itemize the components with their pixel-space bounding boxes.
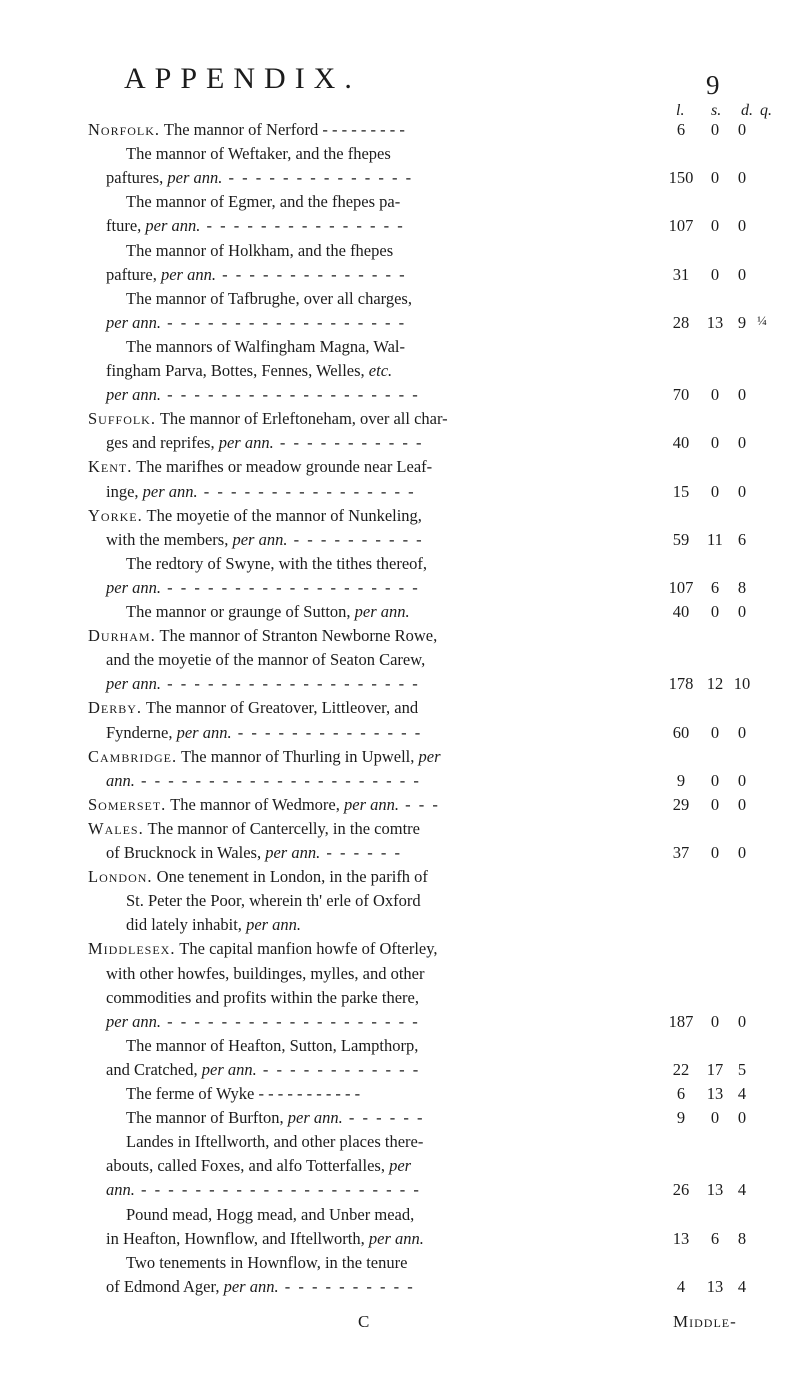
italic-term: per ann.	[106, 674, 161, 694]
shillings-value: 0	[710, 264, 720, 284]
shillings-value: 13	[706, 1276, 724, 1296]
ledger-line	[0, 819, 800, 841]
entry-text	[126, 1108, 424, 1128]
leader-dashes: - - - - - - - - - - - - - -	[215, 264, 407, 284]
entry-text	[106, 1012, 420, 1032]
pence-value: 0	[737, 794, 747, 814]
ledger-line	[0, 1205, 800, 1227]
pounds-value: 150	[668, 168, 694, 188]
ledger-line	[0, 120, 800, 142]
shillings-value: 6	[710, 577, 720, 597]
pence-value: 0	[737, 1108, 747, 1128]
pounds-value: 60	[672, 722, 690, 742]
entry-text	[88, 867, 428, 887]
italic-term: per ann.	[287, 1108, 343, 1128]
ledger-line	[0, 1084, 800, 1106]
ledger-line	[0, 891, 800, 913]
italic-term: per ann.	[246, 915, 302, 935]
ledger-line	[0, 674, 800, 696]
entry-description: abouts, called Foxes, and alfo Totterfalles,	[106, 1156, 390, 1176]
entry-description: The mannor of Nerford - - - - - - - - -	[163, 120, 405, 139]
shillings-value: 0	[710, 770, 720, 790]
entry-description: with other howfes, buildinges, mylles, and other	[106, 963, 425, 983]
entry-text	[106, 723, 422, 743]
entry-description: did lately inhabit,	[126, 915, 247, 935]
pounds-value: 28	[672, 312, 690, 332]
county-name: Cambridge.	[88, 746, 178, 766]
county-name: Middlesex.	[88, 939, 176, 959]
entry-description: inge,	[106, 481, 143, 501]
pounds-value: 187	[668, 1011, 694, 1031]
ledger-line	[0, 1036, 800, 1058]
pounds-value: 40	[672, 602, 690, 621]
entry-description: The mannor of Thurling in Upwell,	[180, 746, 419, 766]
italic-term: per ann.	[145, 216, 201, 236]
leader-dashes: - - - - - -	[320, 843, 402, 862]
pounds-value: 29	[672, 794, 690, 814]
entry-text	[88, 120, 405, 140]
page-number: 9	[706, 70, 720, 100]
entry-text	[106, 964, 425, 984]
entry-description: The mannor or graunge of Sutton,	[126, 602, 355, 621]
italic-term: per	[418, 746, 441, 766]
entry-text	[88, 506, 422, 526]
pounds-value: 107	[668, 577, 694, 597]
entry-description: of Edmond Ager,	[106, 1276, 224, 1296]
entry-text	[88, 795, 440, 815]
pence-value: 0	[737, 216, 747, 236]
pence-heading: d.	[741, 102, 753, 119]
pence-value: 4	[737, 1276, 747, 1296]
pounds-value: 70	[672, 385, 690, 405]
shillings-value: 6	[710, 1228, 720, 1248]
leader-dashes: - - - - - - - - - - - - - - - - - - - - -	[134, 770, 421, 790]
ledger-line	[0, 578, 800, 600]
entry-text	[106, 361, 392, 381]
entry-text	[88, 939, 438, 959]
italic-term: per ann.	[201, 1059, 257, 1079]
county-name: Norfolk.	[88, 120, 161, 139]
ledger-line	[0, 506, 800, 528]
entry-description: The redtory of Swyne, with the tithes thereof,	[126, 553, 428, 573]
entry-description: The marifhes or meadow grounde near Leaf-	[136, 457, 433, 477]
ledger-line	[0, 964, 800, 986]
ledger-line	[0, 409, 800, 431]
shillings-value: 0	[710, 1108, 720, 1128]
shillings-value: 12	[706, 674, 724, 694]
ledger-line	[0, 554, 800, 576]
entry-description: The mannor of Cantercelly, in the comtre	[147, 818, 420, 838]
entry-text	[106, 1229, 424, 1249]
pence-value: 0	[737, 385, 747, 405]
entry-description: The mannor of Burfton,	[126, 1108, 288, 1128]
leader-dashes: - - - - - - - - - - - - - - - - - - -	[161, 577, 420, 597]
entry-description: and Cratched,	[106, 1059, 202, 1079]
entry-text	[88, 626, 437, 646]
county-name: Kent.	[88, 457, 133, 477]
entry-description: in Heafton, Hownflow, and Iftellworth,	[106, 1228, 369, 1248]
entry-text	[126, 241, 393, 261]
italic-term: per ann.	[142, 481, 198, 501]
italic-term: per ann.	[160, 264, 216, 284]
shillings-value: 0	[710, 120, 720, 139]
shillings-heading: s.	[711, 102, 722, 119]
shillings-value: 0	[710, 602, 720, 621]
entry-text	[106, 313, 406, 333]
entry-text	[126, 337, 405, 357]
entry-description: of Brucknock in Wales,	[106, 843, 266, 862]
entry-text	[106, 578, 420, 598]
ledger-line	[0, 433, 800, 455]
shillings-value: 0	[710, 843, 720, 862]
italic-term: ann.	[106, 1180, 135, 1200]
italic-term: per ann.	[344, 794, 399, 814]
shillings-value: 0	[710, 481, 720, 501]
entry-text	[126, 1036, 418, 1056]
entry-description: The ferme of Wyke - - - - - - - - - - -	[126, 1084, 361, 1103]
ledger-line	[0, 1229, 800, 1251]
pence-value: 8	[737, 577, 747, 597]
entry-description: pafture,	[106, 264, 161, 284]
ledger-line	[0, 457, 800, 479]
italic-term: per ann.	[106, 385, 161, 405]
ledger-line	[0, 192, 800, 214]
county-name: Derby.	[88, 698, 143, 718]
pence-value: 0	[737, 1011, 747, 1031]
entry-text	[106, 216, 405, 236]
leader-dashes: - - - - - - - - - - - - - - - - - - -	[161, 1011, 420, 1031]
shillings-value: 13	[706, 1180, 724, 1200]
entry-description: The mannor of Greatover, Littleover, and	[145, 698, 419, 718]
leader-dashes: - - - - - - - - - - - - - - - - - - -	[161, 674, 420, 694]
ledger-line	[0, 1180, 800, 1202]
shillings-value: 0	[710, 168, 720, 188]
entry-text	[88, 457, 432, 477]
shillings-value: 13	[706, 1084, 724, 1103]
ledger-line	[0, 602, 800, 624]
entry-text	[88, 409, 448, 429]
pounds-value: 37	[672, 843, 690, 862]
entry-description: Landes in Iftellworth, and other places there-	[126, 1132, 424, 1152]
entry-description: paftures,	[106, 168, 168, 188]
shillings-value: 0	[710, 1011, 720, 1031]
ledger-line	[0, 723, 800, 745]
entry-text	[88, 819, 420, 839]
county-name: London.	[88, 867, 153, 887]
pence-value: 0	[737, 168, 747, 188]
ledger-line	[0, 241, 800, 263]
entry-description: The capital manfion howfe of Ofterley,	[179, 939, 438, 959]
entry-description: The mannor of Stranton Newborne Rowe,	[159, 626, 438, 646]
ledger-line	[0, 482, 800, 504]
italic-term: per ann.	[232, 529, 288, 549]
entry-description: Two tenements in Hownflow, in the tenure	[126, 1252, 408, 1272]
ledger-line	[0, 530, 800, 552]
entry-text	[126, 915, 301, 935]
ledger-line	[0, 795, 800, 817]
pence-value: 0	[737, 722, 747, 742]
pence-value: 0	[737, 843, 747, 862]
entry-text	[126, 192, 400, 212]
italic-term: per ann.	[106, 577, 161, 597]
farthings-heading: q.	[760, 102, 772, 119]
pence-value: 0	[737, 770, 747, 790]
ledger-line	[0, 747, 800, 769]
entry-description: The mannor of Wedmore,	[170, 794, 344, 814]
italic-term: per ann.	[265, 843, 321, 862]
leader-dashes: - - - - - -	[342, 1108, 425, 1128]
pounds-value: 4	[676, 1276, 686, 1296]
leader-dashes: - - - - - - - - - -	[278, 1276, 415, 1296]
leader-dashes: - - -	[399, 794, 440, 814]
ledger-line	[0, 988, 800, 1010]
entry-text	[126, 602, 410, 622]
entry-description: The mannor of Egmer, and the fhepes pa-	[126, 192, 401, 212]
entry-text	[126, 554, 427, 574]
leader-dashes: - - - - - - - - - - - - - - -	[200, 216, 405, 236]
shillings-value: 0	[710, 794, 720, 814]
entry-text	[106, 771, 421, 791]
ledger-line	[0, 1253, 800, 1275]
entry-description: St. Peter the Poor, wherein th' erle of Oxford	[126, 891, 421, 911]
shillings-value: 11	[707, 529, 723, 549]
pence-value: 0	[737, 264, 747, 284]
italic-term: ann.	[106, 770, 135, 790]
signature-mark: C	[358, 1312, 370, 1331]
pounds-value: 9	[676, 1108, 686, 1128]
pence-value: 0	[737, 120, 747, 139]
pence-value: 5	[737, 1059, 747, 1079]
county-name: Durham.	[88, 626, 156, 646]
ledger-line	[0, 337, 800, 359]
italic-term: per ann.	[223, 1276, 279, 1296]
ledger-line	[0, 313, 800, 335]
ledger-line	[0, 1156, 800, 1178]
ledger-line	[0, 216, 800, 238]
ledger-line	[0, 1277, 800, 1299]
county-name: Somerset.	[88, 794, 167, 814]
pounds-value: 26	[672, 1180, 690, 1200]
pounds-value: 6	[676, 120, 686, 139]
page-header	[0, 62, 800, 102]
entry-text	[126, 891, 421, 911]
pence-value: 8	[737, 1228, 747, 1248]
ledger-line	[0, 939, 800, 961]
entry-description: fingham Parva, Bottes, Fennes, Welles,	[106, 361, 369, 380]
ledger-line	[0, 265, 800, 287]
pounds-value: 107	[668, 216, 694, 236]
pounds-value: 6	[676, 1084, 686, 1103]
entry-description: The mannor of Heafton, Sutton, Lampthorp,	[126, 1035, 419, 1055]
entry-text	[126, 1253, 407, 1273]
entry-text	[88, 698, 418, 718]
italic-term: per ann.	[106, 1011, 161, 1031]
italic-term: per	[389, 1156, 412, 1176]
entry-text	[106, 385, 420, 405]
leader-dashes: - - - - - - - - - - - -	[256, 1059, 421, 1079]
shillings-value: 13	[706, 312, 724, 332]
italic-term: per ann.	[368, 1228, 424, 1248]
shillings-value: 0	[710, 385, 720, 405]
entry-description: The mannors of Walfingham Magna, Wal-	[126, 336, 405, 356]
ledger-line	[0, 867, 800, 889]
entry-text	[88, 747, 441, 767]
pounds-value: 59	[672, 529, 690, 549]
entry-text	[106, 988, 419, 1008]
leader-dashes: - - - - - - - - - - -	[273, 433, 424, 453]
ledger-line	[0, 771, 800, 793]
italic-term: per ann.	[218, 433, 274, 453]
ledger-line	[0, 289, 800, 311]
entry-text	[106, 530, 424, 550]
county-name: Suffolk.	[88, 409, 156, 429]
pence-value: 6	[737, 529, 747, 549]
ledger-line	[0, 1108, 800, 1130]
pence-value: 0	[737, 602, 747, 621]
entry-description: Fynderne,	[106, 722, 177, 742]
ledger-line	[0, 915, 800, 937]
ledger-line	[0, 1012, 800, 1034]
entry-description: The mannor of Holkham, and the fhepes	[126, 240, 394, 260]
entry-description: ges and reprifes,	[106, 433, 219, 453]
entry-text	[106, 1156, 411, 1176]
pounds-value: 13	[672, 1228, 690, 1248]
entry-description: fture,	[106, 216, 146, 236]
ledger-line	[0, 361, 800, 383]
entry-description: One tenement in London, in the parifh of	[156, 867, 428, 887]
ledger-line	[0, 650, 800, 672]
italic-term: per ann.	[106, 312, 161, 332]
ledger-line	[0, 1060, 800, 1082]
entry-text	[106, 674, 420, 694]
entry-description: with the members,	[106, 529, 233, 549]
leader-dashes: - - - - - - - - - - - - - -	[231, 722, 423, 742]
leader-dashes: - - - - - - - - - -	[287, 529, 424, 549]
ledger-line	[0, 843, 800, 865]
shillings-value: 0	[710, 433, 720, 453]
pounds-value: 31	[672, 264, 690, 284]
ledger-line	[0, 626, 800, 648]
pounds-value: 178	[668, 674, 694, 694]
pounds-value: 9	[676, 770, 686, 790]
entry-description: The moyetie of the mannor of Nunkeling,	[146, 505, 422, 525]
entry-text	[106, 650, 425, 670]
ledger-line	[0, 1132, 800, 1154]
ledger-line	[0, 698, 800, 720]
pence-value: 9	[737, 312, 747, 332]
entry-text	[126, 289, 412, 309]
entry-description: Pound mead, Hogg mead, and Unber mead,	[126, 1204, 415, 1224]
entry-description: commodities and profits within the parke there,	[106, 987, 419, 1007]
entry-text	[106, 265, 407, 285]
ledger-line	[0, 168, 800, 190]
ledger-line	[0, 385, 800, 407]
pence-value: 0	[737, 433, 747, 453]
entry-text	[106, 168, 413, 188]
pounds-heading: l.	[676, 102, 685, 119]
entry-description: and the moyetie of the mannor of Seaton Carew,	[106, 650, 426, 670]
italic-term: per ann.	[176, 722, 232, 742]
entry-description: The mannor of Tafbrughe, over all charges,	[126, 288, 412, 308]
pence-value: 4	[737, 1084, 747, 1103]
leader-dashes: - - - - - - - - - - - - - - - - - - -	[161, 385, 420, 405]
pence-value: 0	[737, 481, 747, 501]
entry-text	[106, 433, 424, 453]
running-title: APPENDIX.	[124, 62, 361, 95]
entry-text	[106, 1180, 421, 1200]
shillings-value: 0	[710, 216, 720, 236]
entry-text	[126, 1132, 423, 1152]
italic-term: etc.	[368, 361, 393, 380]
italic-term: per ann.	[354, 602, 410, 621]
entry-text	[126, 144, 391, 164]
pounds-value: 15	[672, 481, 690, 501]
entry-text	[126, 1205, 414, 1225]
leader-dashes: - - - - - - - - - - - - - - - - - - - - -	[134, 1180, 421, 1200]
farthings-value: ¼	[757, 312, 767, 328]
entry-description: The mannor of Erleftoneham, over all char-	[159, 409, 448, 429]
shillings-value: 17	[706, 1059, 724, 1079]
pence-value: 4	[737, 1180, 747, 1200]
entry-text	[106, 1277, 415, 1297]
pence-value: 10	[733, 674, 751, 694]
entry-text	[106, 482, 416, 502]
catchword: Middle-	[673, 1312, 737, 1331]
leader-dashes: - - - - - - - - - - - - - - - - - -	[161, 312, 407, 332]
leader-dashes: - - - - - - - - - - - - - -	[222, 168, 414, 188]
entry-text	[106, 1060, 420, 1080]
entry-text	[106, 843, 402, 863]
shillings-value: 0	[710, 722, 720, 742]
pounds-value: 22	[672, 1059, 690, 1079]
entry-text	[126, 1084, 360, 1104]
county-name: Yorke.	[88, 505, 143, 525]
county-name: Wales.	[88, 818, 144, 838]
ledger-line	[0, 144, 800, 166]
leader-dashes: - - - - - - - - - - - - - - - -	[197, 481, 416, 501]
entry-description: The mannor of Weftaker, and the fhepes	[126, 144, 391, 164]
italic-term: per ann.	[167, 168, 223, 188]
pounds-value: 40	[672, 433, 690, 453]
